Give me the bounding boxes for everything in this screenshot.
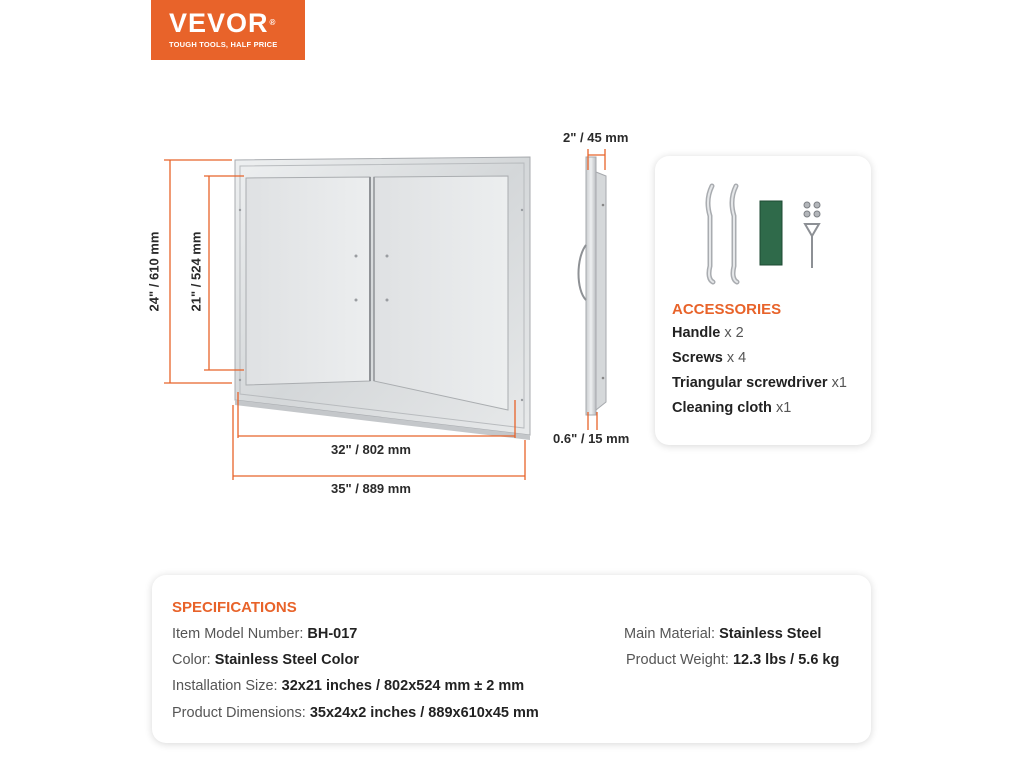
spec-product-dimensions: Product Dimensions: 35x24x2 inches / 889x610x45 mm [172,705,539,721]
spec-color: Color: Stainless Steel Color [172,652,359,668]
handle-icon [732,186,737,282]
accessories-title: ACCESSORIES [672,301,782,318]
door-front-view [235,157,530,440]
spec-main-material: Main Material: Stainless Steel [624,626,822,642]
depth-bottom-label: 0.6" / 15 mm [553,431,630,446]
depth-top-label: 2" / 45 mm [563,130,629,145]
logo-wordmark: VEVOR® [169,8,277,38]
spec-model: Item Model Number: BH-017 [172,626,358,642]
accessories-list [672,321,847,421]
list-item: Triangular screwdriver x1 [672,375,847,391]
spec-installation-size: Installation Size: 32x21 inches / 802x524 mm ± 2 mm [172,678,525,694]
accessories-illustration [655,156,871,296]
accessories-card [655,156,871,445]
height-inner-label: 21" / 524 mm [188,231,204,312]
height-outer-label: 24" / 610 mm [146,231,162,312]
screws-icon [804,202,820,217]
door-side-view [579,157,607,415]
list-item: Cleaning cloth x1 [672,400,792,416]
triangular-screwdriver-icon [805,224,819,268]
width-inner-label: 32" / 802 mm [331,442,411,457]
cleaning-cloth-icon [760,201,782,265]
specifications-card [152,575,871,743]
handle-icon [708,186,713,282]
list-item: Screws x 4 [672,350,747,366]
list-item: Handle x 2 [672,325,744,341]
spec-product-weight: Product Weight: 12.3 lbs / 5.6 kg [626,652,840,668]
logo-tagline: TOUGH TOOLS, HALF PRICE [169,40,278,49]
width-outer-label: 35" / 889 mm [331,481,411,496]
specifications-title: SPECIFICATIONS [172,599,297,616]
